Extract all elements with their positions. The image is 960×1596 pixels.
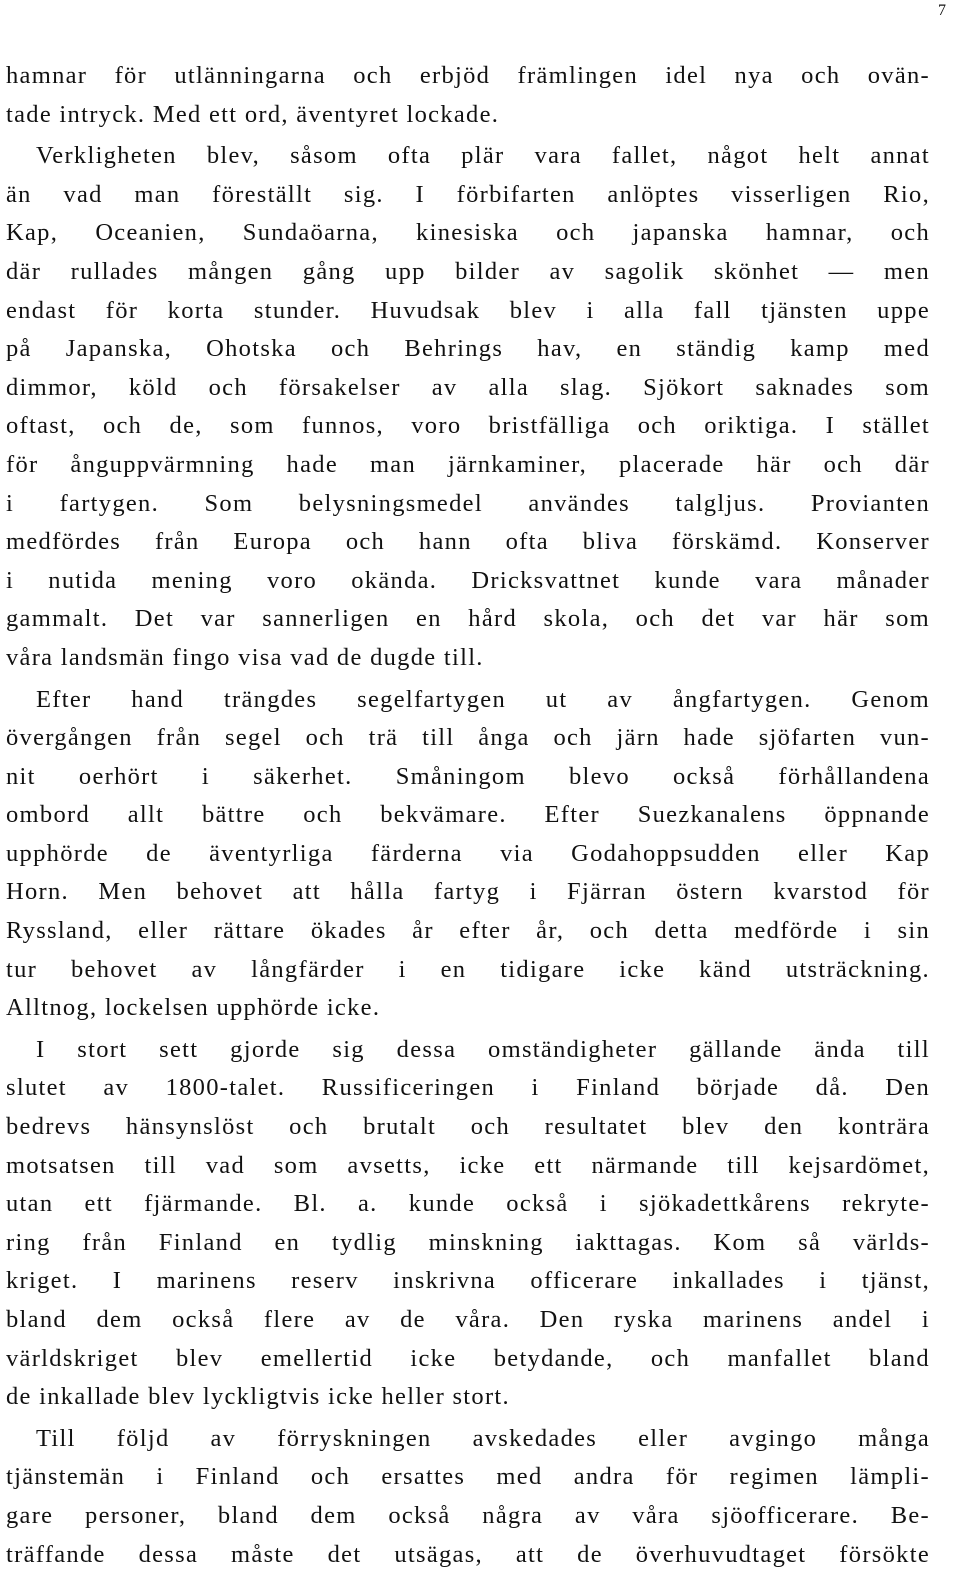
text-line: medfördes från Europa och hann ofta bliva förskämd. Konserver [6, 528, 930, 556]
paragraph-4 [6, 1031, 930, 1417]
text-line: utan ett fjärmande. Bl. a. kunde också i sjökadettkårens rekryte- [6, 1190, 930, 1218]
text-line: gare personer, bland dem också några av våra sjöofficerare. Be- [6, 1501, 930, 1529]
text-line: Ryssland, eller rättare ökades år efter år, och detta medförde i sin [6, 917, 930, 945]
text-line: oftast, och de, som funnos, voro bristfälliga och oriktiga. I stället [6, 412, 930, 440]
text-line: kriget. I marinens reserv inskrivna officerare inkallades i tjänst, [6, 1267, 930, 1295]
text-line: motsatsen till vad som avsetts, icke ett närmande till kejsardömet, [6, 1151, 930, 1179]
paragraph-3 [6, 681, 930, 1028]
text-line: bland dem också flere av de våra. Den ryska marinens andel i [6, 1306, 930, 1333]
text-line: de inkallade blev lyckligtvis icke heller stort. [6, 1383, 510, 1411]
text-line: ombord allt bättre och bekvämare. Efter Suezkanalens öppnande [6, 801, 930, 829]
text-line: Verkligheten blev, såsom ofta plär vara fallet, något helt annat [36, 142, 930, 170]
text-line: Kap, Oceanien, Sundaöarna, kinesiska och japanska hamnar, och [6, 219, 930, 247]
text-body [6, 57, 930, 1577]
text-line: slutet av 1800-talet. Russificeringen i Finland började då. Den [6, 1074, 930, 1102]
text-line: nit oerhört i säkerhet. Småningom blevo också förhållandena [6, 762, 930, 790]
text-line: världskriget blev emellertid icke betydande, och manfallet bland [6, 1344, 930, 1372]
text-line: ring från Finland en tydlig minskning iakttagas. Kom så världs- [6, 1228, 930, 1256]
text-line: Till följd av förryskningen avskedades eller avgingo många [36, 1424, 930, 1452]
text-line: på Japanska, Ohotska och Behrings hav, en ständig kamp med [6, 335, 930, 363]
text-line: än vad man föreställt sig. I förbifarten anlöptes visserligen Rio, [6, 180, 930, 208]
text-line: tjänstemän i Finland och ersattes med andra för regimen lämpli- [6, 1463, 930, 1491]
text-line: för ånguppvärmning hade man järnkaminer, placerade här och där [6, 450, 930, 478]
text-line: bedrevs hänsynslöst och brutalt och resultatet blev den konträra [6, 1113, 930, 1141]
text-line: träffande dessa måste det utsägas, att de överhuvudtaget försökte [6, 1540, 930, 1568]
text-line: gammalt. Det var sannerligen en hård skola, och det var här som [6, 605, 930, 633]
text-line: i nutida mening voro okända. Dricksvattnet kunde vara månader [6, 566, 930, 594]
text-line: tur behovet av långfärder i en tidigare icke känd utsträckning. [6, 955, 930, 983]
paragraph-1 [6, 57, 930, 134]
text-line: där rullades mången gång upp bilder av sagolik skönhet — men [6, 257, 930, 285]
text-line: endast för korta stunder. Huvudsak blev i alla fall tjänsten uppe [6, 296, 930, 324]
text-line: Alltnog, lockelsen upphörde icke. [6, 994, 381, 1022]
paragraph-2 [6, 137, 930, 677]
text-line: I stort sett gjorde sig dessa omständigheter gällande ända till [36, 1035, 930, 1063]
text-line: dimmor, köld och försakelser av alla slag. Sjökort saknades som [6, 373, 930, 401]
text-line: hamnar för utlänningarna och erbjöd främlingen idel nya och ovän- [6, 62, 930, 89]
text-line: i fartygen. Som belysningsmedel användes talgljus. Provianten [6, 489, 930, 517]
page-number: 7 [938, 2, 946, 19]
text-line: tade intryck. Med ett ord, äventyret lockade. [6, 100, 500, 128]
text-line: våra landsmän fingo visa vad de dugde till. [6, 643, 484, 671]
text-line: upphörde de äventyrliga färderna via Godahoppsudden eller Kap [6, 839, 930, 867]
paragraph-5 [6, 1420, 930, 1574]
text-line: Horn. Men behovet att hålla fartyg i Fjärran östern kvarstod för [6, 878, 930, 906]
text-line: Efter hand trängdes segelfartygen ut av ångfartygen. Genom [36, 685, 930, 713]
text-line: övergången från segel och trä till ånga och järn hade sjöfarten vun- [6, 724, 930, 752]
